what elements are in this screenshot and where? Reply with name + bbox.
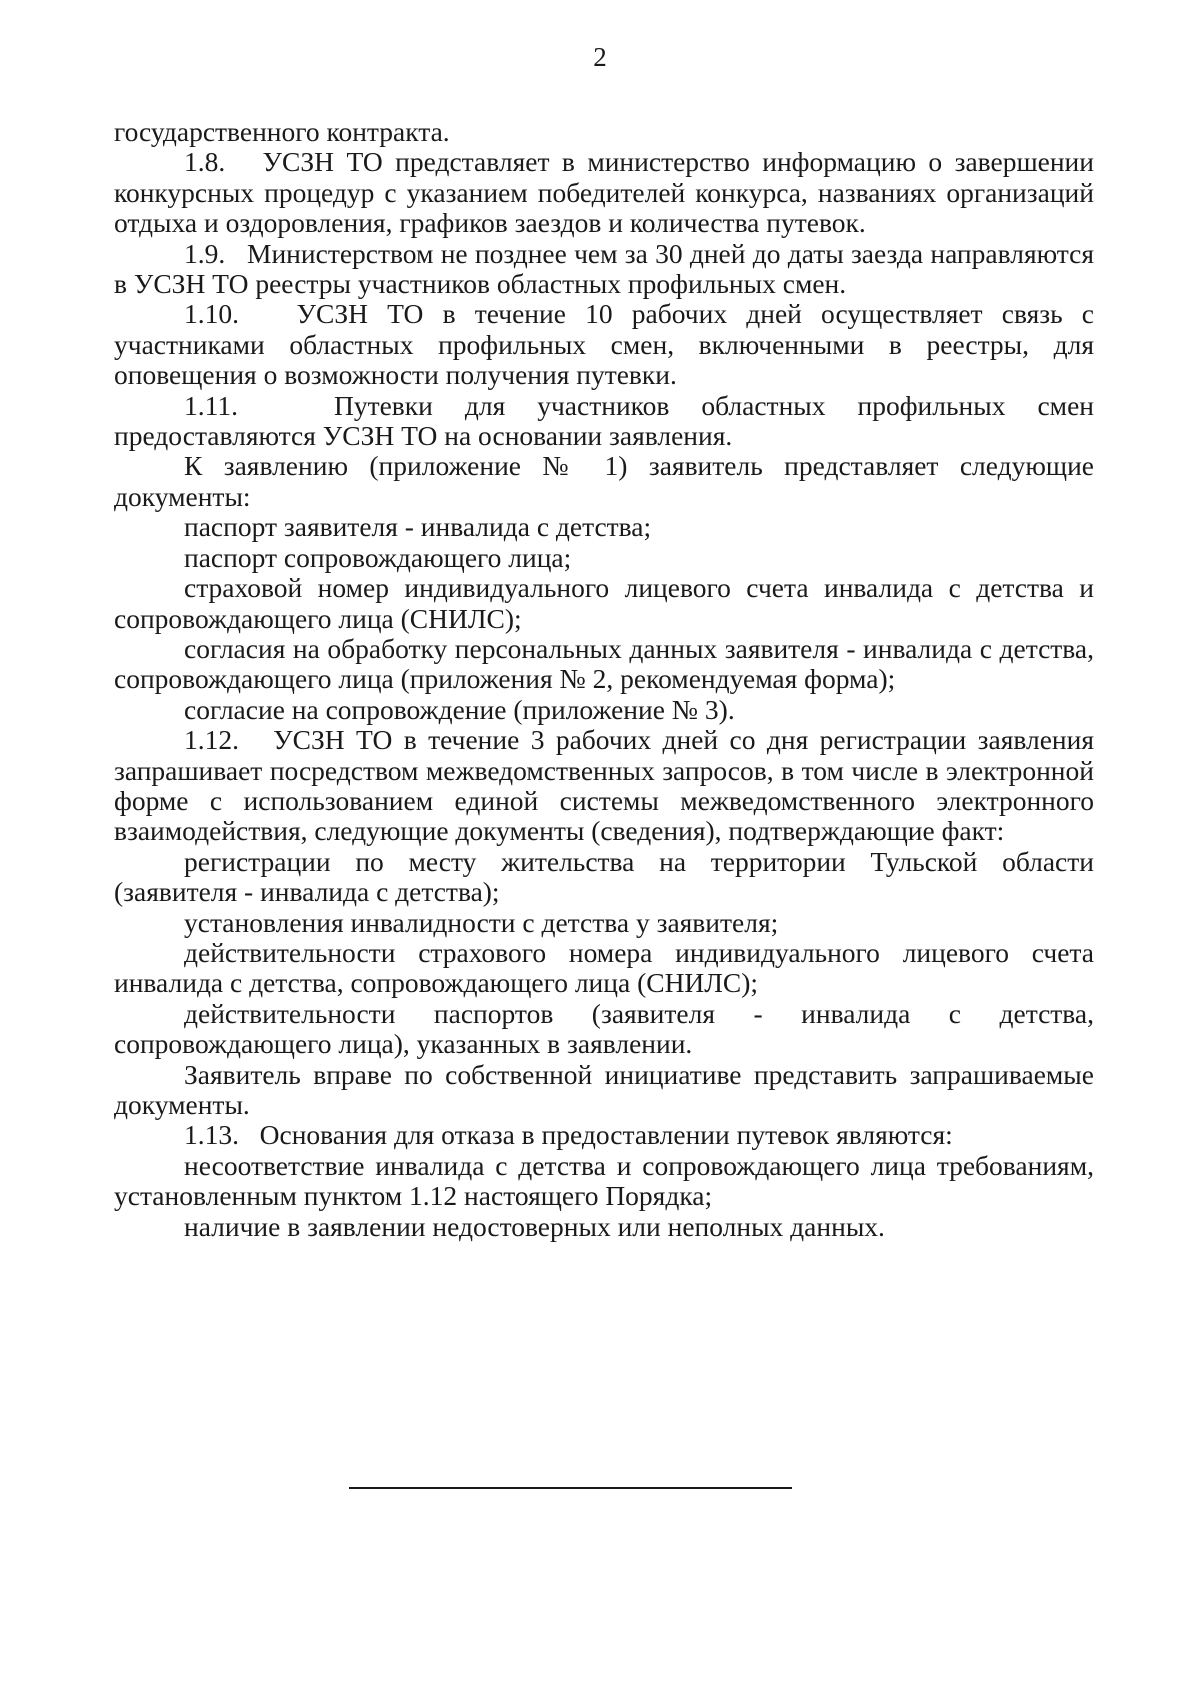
paragraph-1-11: 1.11. Путевки для участников областных профильных смен предоставляются УСЗН ТО на основании заявления. bbox=[114, 389, 1094, 452]
paragraph: государственного контракта. bbox=[114, 116, 450, 147]
paragraph-applicant-right: Заявитель вправе по собственной инициативе представить запрашиваемые документы. bbox=[114, 1058, 1094, 1120]
paragraph-1-10: 1.10. УСЗН ТО в течение 10 рабочих дней осуществляет связь с участниками областных профильных смен, включенными в реестры, для оповещения о возможности получения путевки. bbox=[114, 298, 1094, 391]
list-item: установления инвалидности с детства у заявителя; bbox=[184, 906, 779, 938]
list-item: наличие в заявлении недостоверных или неполных данных. bbox=[184, 1210, 885, 1242]
paragraph-documents-intro: К заявлению (приложение № 1) заявитель представляет следующие документы: bbox=[114, 450, 1094, 512]
list-item: регистрации по месту жительства на территории Тульской области (заявителя - инвалида с детства); bbox=[114, 845, 1094, 908]
list-item: паспорт сопровождающего лица; bbox=[184, 541, 572, 573]
list-item: несоответствие инвалида с детства и сопровождающего лица требованиям, установленным пунктом 1.12 настоящего Порядка; bbox=[114, 1149, 1094, 1212]
list-item: действительности паспортов (заявителя - инвалида с детства, сопровождающего лица), указанных в заявлении. bbox=[114, 997, 1094, 1060]
closing-rule bbox=[349, 1487, 792, 1489]
paragraph-1-8: 1.8. УСЗН ТО представляет в министерство информацию о завершении конкурсных процедур с указанием победителей конкурса, названиях организаций отдыха и оздоровления, графиков заездов и количества путевок. bbox=[114, 146, 1094, 239]
list-item: согласие на сопровождение (приложение № 3). bbox=[184, 693, 735, 725]
document-body bbox=[114, 117, 1094, 1242]
list-item: действительности страхового номера индивидуального лицевого счета инвалида с детства, сопровождающего лица (СНИЛС); bbox=[114, 936, 1094, 999]
paragraph-1-13: 1.13. Основания для отказа в предоставлении путевок являются: bbox=[184, 1119, 953, 1151]
paragraph-1-12: 1.12. УСЗН ТО в течение 3 рабочих дней со дня регистрации заявления запрашивает посредством межведомственных запросов, в том числе в электронной форме с использованием единой системы межведомственного электронного взаимодействия, следующие документы (сведения), подтверждающие факт: bbox=[114, 724, 1094, 847]
list-item: согласия на обработку персональных данных заявителя - инвалида с детства, сопровождающего лица (приложения № 2, рекомендуемая форма); bbox=[114, 632, 1094, 695]
paragraph-1-9: 1.9. Министерством не позднее чем за 30 дней до даты заезда направляются в УСЗН ТО реестры участников областных профильных смен. bbox=[114, 237, 1094, 300]
list-item: страховой номер индивидуального лицевого счета инвалида с детства и сопровождающего лица (СНИЛС); bbox=[114, 572, 1094, 634]
list-item: паспорт заявителя - инвалида с детства; bbox=[184, 511, 652, 543]
page-number: 2 bbox=[593, 42, 607, 72]
